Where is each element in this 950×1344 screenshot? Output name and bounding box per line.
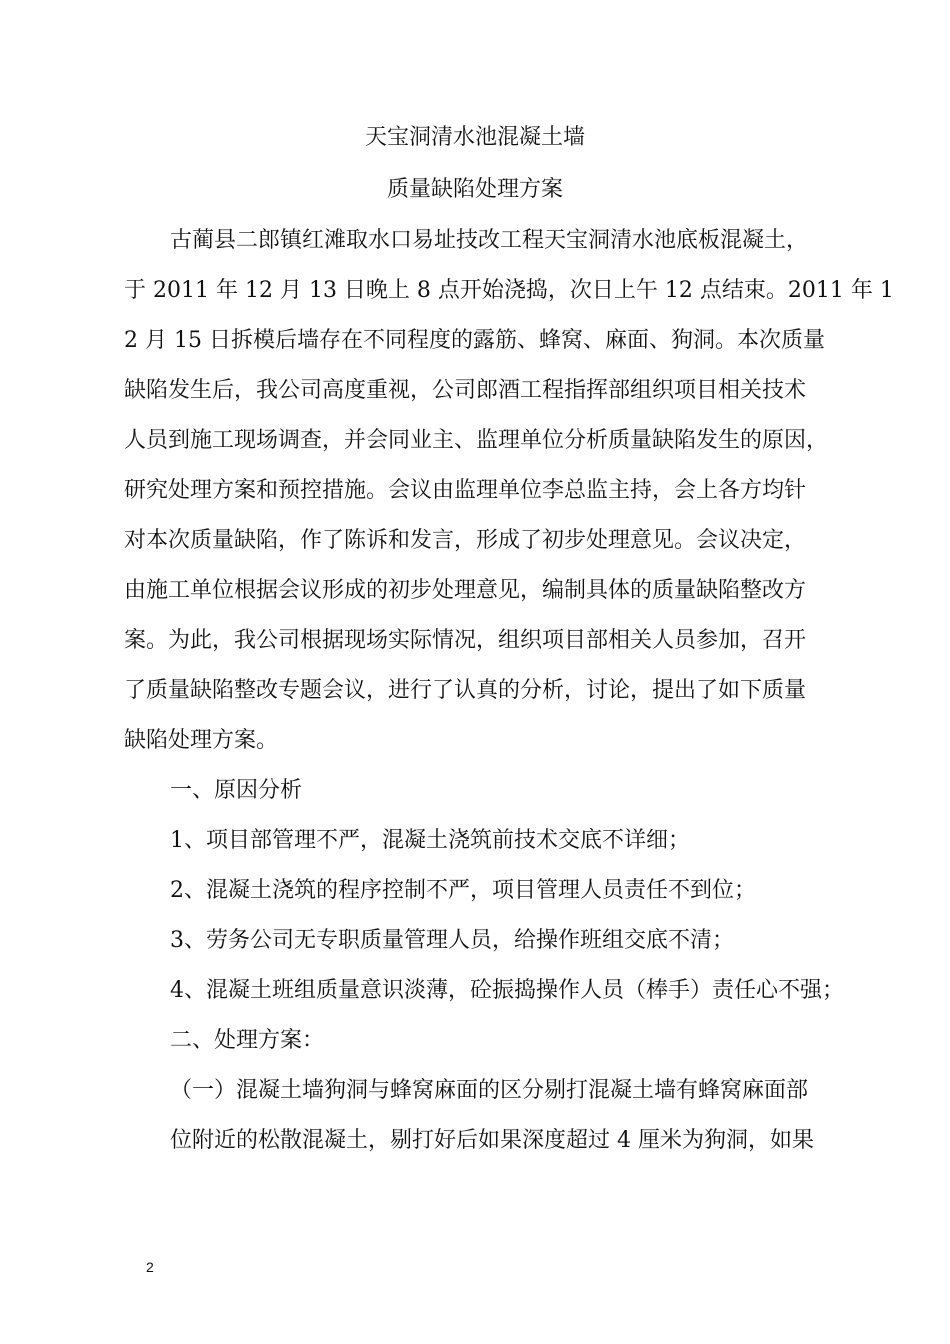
list-item: 2、混凝土浇筑的程序控制不严，项目管理人员责任不到位； xyxy=(170,878,756,903)
paragraph-line: 缺陷处理方案。 xyxy=(124,728,279,753)
document-title: 天宝洞清水池混凝土墙 xyxy=(364,125,585,150)
paragraph-line: 研究处理方案和预控措施。会议由监理单位李总监主持，会上各方均针 xyxy=(124,478,807,503)
list-item: 4、混凝土班组质量意识淡薄，砼振捣操作人员（棒手）责任心不强； xyxy=(170,978,844,1003)
paragraph-line: 人员到施工现场调查，并会同业主、监理单位分析质量缺陷发生的原因， xyxy=(124,428,829,453)
list-item: 1、项目部管理不严，混凝土浇筑前技术交底不详细； xyxy=(170,828,690,853)
paragraph-line: 2 月 15 日拆模后墙存在不同程度的露筋、蜂窝、麻面、狗洞。本次质量 xyxy=(124,328,825,353)
paragraph-line: 古蔺县二郎镇红滩取水口易址技改工程天宝洞清水池底板混凝土， xyxy=(170,228,809,253)
paragraph-line: （一）混凝土墙狗洞与蜂窝麻面的区分剔打混凝土墙有蜂窝麻面部 xyxy=(170,1078,809,1103)
page-number: 2 xyxy=(146,1259,154,1275)
list-item: 3、劳务公司无专职质量管理人员，给操作班组交底不清； xyxy=(170,928,734,953)
document-subtitle: 质量缺陷处理方案 xyxy=(386,177,563,202)
paragraph-line: 了质量缺陷整改专题会议，进行了认真的分析，讨论，提出了如下质量 xyxy=(124,678,807,703)
paragraph-line: 位附近的松散混凝土，剔打好后如果深度超过 4 厘米为狗洞，如果 xyxy=(170,1128,814,1153)
paragraph-line: 对本次质量缺陷，作了陈诉和发言，形成了初步处理意见。会议决定， xyxy=(124,528,807,553)
section-heading-cause-analysis: 一、原因分析 xyxy=(170,778,303,803)
paragraph-line: 案。为此，我公司根据现场实际情况，组织项目部相关人员参加，召开 xyxy=(124,628,807,653)
paragraph-line: 于 2011 年 12 月 13 日晚上 8 点开始浇捣，次日上午 12 点结束。2011 年 1 xyxy=(124,278,894,303)
section-heading-treatment-plan: 二、处理方案： xyxy=(170,1028,325,1053)
paragraph-line: 由施工单位根据会议形成的初步处理意见，编制具体的质量缺陷整改方 xyxy=(124,578,807,603)
paragraph-line: 缺陷发生后，我公司高度重视，公司郎酒工程指挥部组织项目相关技术 xyxy=(124,378,807,403)
